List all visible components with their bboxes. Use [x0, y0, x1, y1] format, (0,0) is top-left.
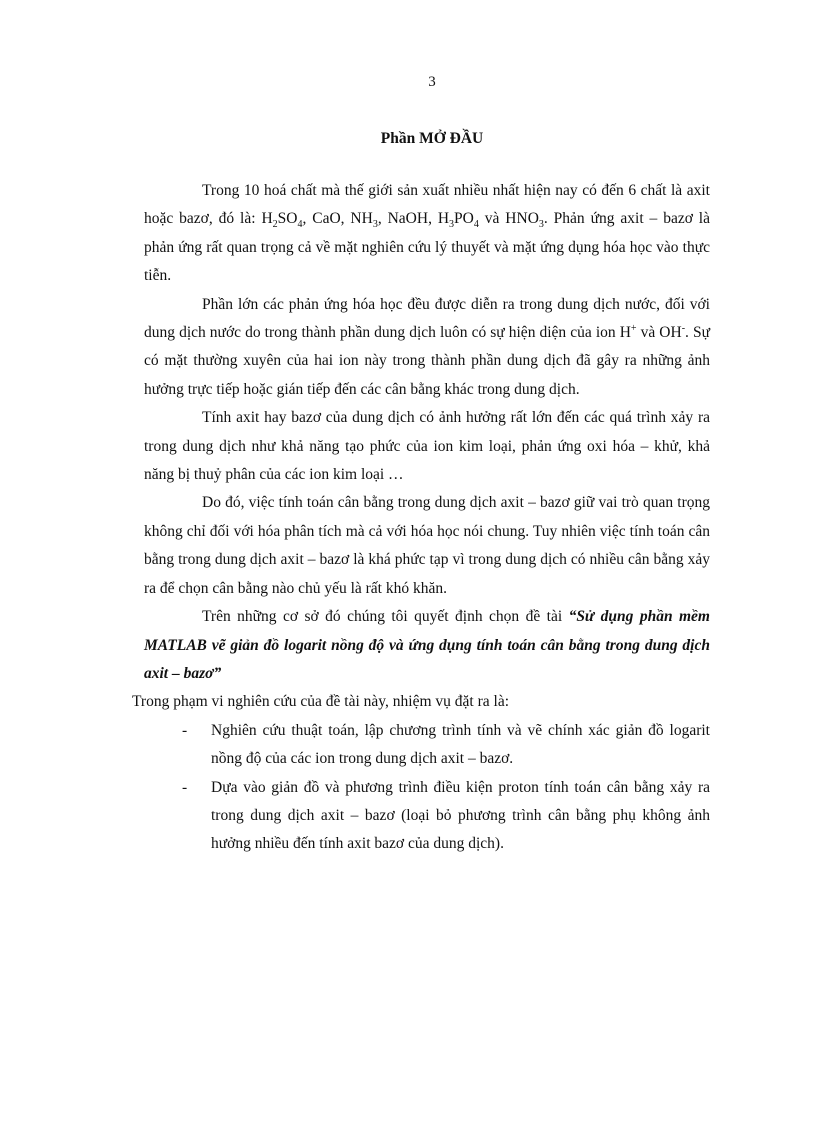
task-list [144, 717, 710, 859]
section-title: Phần MỞ ĐẦU [380, 130, 484, 147]
subscript: 3 [538, 219, 544, 231]
text-run: . Phản ứng axit – bazơ là phản ứng rất quan trọng cả về mặt nghiên cứu lý thuyết và mặt ứng dụng hóa học vào thực tiễn. [144, 210, 710, 285]
text-run: và OH [636, 324, 682, 342]
subscript: 3 [449, 219, 455, 231]
text-run: Trên những cơ sở đó chúng tôi quyết định chọn đề tài [202, 608, 569, 626]
dash-bullet: - [182, 721, 188, 739]
text-run: . Sự có mặt thường xuyên của hai ion này trong thành phần dung dịch đã gây ra những ảnh hưởng trực tiếp hoặc gián tiếp đến các cân bằng khác trong dung dịch. [144, 324, 710, 398]
subscript: 2 [272, 219, 278, 231]
subscript: 3 [372, 219, 378, 231]
paragraph-importance: Do đó, việc tính toán cân bằng trong dung dịch axit – bazơ giữ vai trò quan trọng không chỉ đối với hóa phân tích mà cả với hóa học nói chung. Tuy nhiên việc tính toán cân bằng trong dung dịch axit – bazơ là khá phức tạp vì trong dung dịch có nhiều cân bằng xảy ra để chọn cân bằng nào chủ yếu là rất khó khăn. [144, 494, 710, 597]
superscript: + [630, 322, 637, 334]
text-run: và HNO [478, 210, 539, 228]
page-number: 3 [428, 74, 436, 90]
text-run: Trong 10 hoá chất mà thế giới sản xuất nhiều nhất hiện nay có đến 6 chất là axit hoặc bazơ, đó là: H [144, 182, 710, 228]
paragraph-scope: Trong phạm vi nghiên cứu của đề tài này, nhiệm vụ đặt ra là: [132, 693, 510, 711]
paragraph-topic [144, 603, 710, 688]
dash-bullet: - [182, 778, 188, 796]
text-run: , CaO, NH [302, 210, 373, 228]
task-text: Nghiên cứu thuật toán, lập chương trình tính và vẽ chính xác giản đồ logarit nồng độ của các ion trong dung dịch axit – bazơ. [211, 721, 710, 768]
superscript: - [681, 322, 686, 334]
task-item [182, 774, 710, 859]
text-run: Phần lớn các phản ứng hóa học đều được diễn ra trong dung dịch nước, đối với dung dịch nước do trong thành phần dung dịch luôn có sự hiện diện của ion H [144, 295, 710, 342]
subscript: 4 [473, 219, 479, 231]
paragraph-intro [144, 177, 710, 291]
thesis-topic: “Sử dụng phần mềm MATLAB vẽ giản đồ logarit nồng độ và ứng dụng tính toán cân bằng trong dung dịch axit – bazơ” [144, 608, 710, 682]
document-body [132, 177, 710, 859]
text-run: , NaOH, H [377, 210, 450, 228]
task-item [182, 717, 710, 774]
task-text: Dựa vào giản đồ và phương trình điều kiện proton tính toán cân bằng xảy ra trong dung dịch axit – bazơ (loại bỏ phương trình cân bằng phụ không ảnh hưởng nhiều đến tính axit bazơ của dung dịch). [211, 778, 710, 853]
paragraph-acidity: Tính axit hay bazơ của dung dịch có ảnh hưởng rất lớn đến các quá trình xảy ra trong dung dịch như khả năng tạo phức của ion kim loại, phản ứng oxi hóa – khử, khả năng bị thuỷ phân của các ion kim loại … [144, 409, 710, 484]
paragraph-ions [144, 291, 710, 405]
subscript: 4 [297, 219, 303, 231]
text-run: PO [454, 210, 474, 228]
text-run: SO [277, 210, 298, 228]
